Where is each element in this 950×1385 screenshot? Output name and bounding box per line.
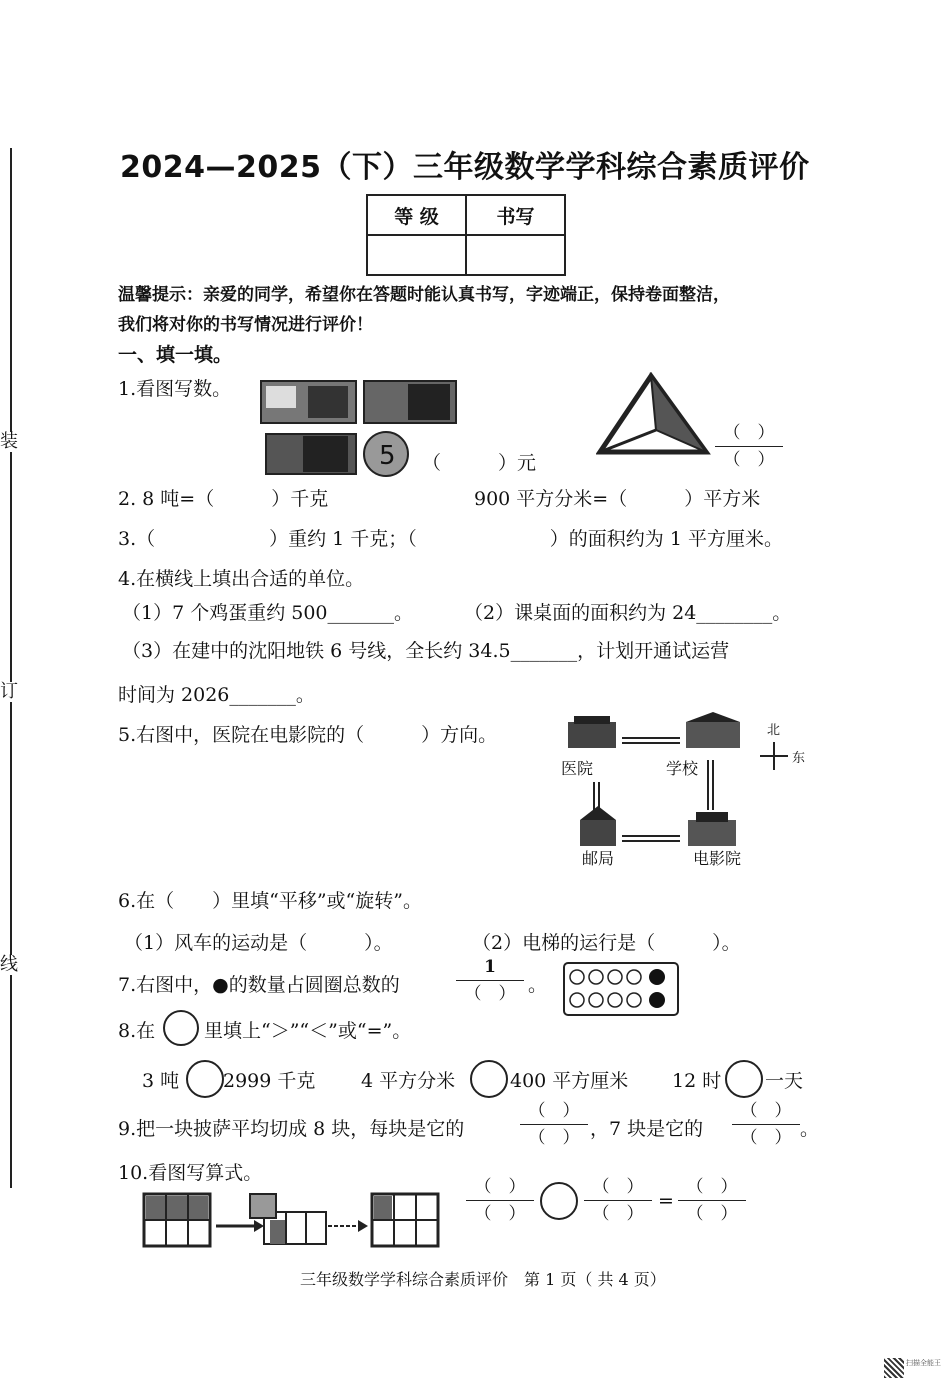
q8-c3b: 一天 [765,1070,804,1092]
cinema-label: 电影院 [693,849,742,868]
q10-label: 10.看图写算式。 [118,1162,263,1184]
q9-a: 9.把一块披萨平均切成 8 块，每块是它的 [118,1118,465,1140]
numerator: （ ） [474,1177,526,1197]
q9-b: ，7 块是它的 [590,1118,704,1140]
tip-line2: 我们将对你的书写情况进行评价！ [118,315,373,335]
cinema-icon [688,812,736,846]
map-diagram [556,712,816,872]
denominator: （ ） [464,984,516,1004]
grade-table [366,194,566,276]
numerator: （ ） [740,1101,792,1121]
q8-c1a: 3 吨 [142,1070,180,1092]
north-label: 北 [767,723,781,738]
binding-line [10,148,12,1188]
q8-c2b: 400 平方厘米 [510,1070,629,1092]
q8-c3a: 12 时 [672,1070,722,1092]
q8-label-b: 里填上“＞”“＜”或“=”。 [204,1020,412,1042]
q8-c2a: 4 平方分米 [361,1070,456,1092]
q4-p1: （1）7 个鸡蛋重约 500_______。 [122,602,414,624]
q4-p2: （2）课桌面的面积约为 24________。 [464,602,792,624]
denominator: （ ） [474,1204,526,1224]
binding-char-zhuang: 装 [0,431,18,452]
grade-cell[interactable] [367,235,466,275]
numerator: （ ） [686,1177,738,1197]
q8-circle-example [163,1010,199,1046]
q2-right: 900 平方分米=（ ）平方米 [474,488,761,510]
q4-label: 4.在横线上填出合适的单位。 [118,568,365,590]
q6-label: 6.在（ ）里填“平移”或“旋转”。 [118,890,422,912]
section-heading: 一、填一填。 [118,344,233,366]
page-title: 2024—2025（下）三年级数学学科综合素质评价 [120,150,810,185]
q4-p3a: （3）在建中的沈阳地铁 6 号线，全长约 34.5_______，计划开通试运营 [122,640,730,662]
post-office-icon [580,806,616,846]
numerator: （ ） [723,423,775,443]
q9-c: 。 [800,1118,820,1140]
q1-fraction[interactable] [715,422,783,471]
q3: 3.（ ）重约 1 千克；（ ）的面积约为 1 平方厘米。 [118,528,783,550]
binding-char-xian: 线 [0,954,18,975]
denominator: （ ） [740,1128,792,1148]
tip-line1: 温馨提示：亲爱的同学，希望你在答题时能认真书写，字迹端正，保持卷面整洁， [118,285,730,305]
denominator: （ ） [723,450,775,470]
q10-fraction-2[interactable] [584,1176,652,1225]
hospital-icon [568,716,616,748]
q7-end: 。 [528,974,548,996]
hospital-label: 医院 [561,759,594,778]
q2-left: 2. 8 吨=（ ）千克 [118,488,329,510]
coin-value: 5 [379,441,396,471]
q6-p1: （1）风车的运动是（ ）。 [124,932,393,954]
fraction-blocks-diagram [142,1192,442,1250]
numerator: 1 [484,957,496,977]
q10-fraction-1[interactable] [466,1176,534,1225]
q4-p3b: 时间为 2026_______。 [118,684,315,706]
denominator: （ ） [528,1128,580,1148]
q10-operator-circle[interactable] [540,1182,578,1220]
q7-text: 7.右图中，●的数量占圆圈总数的 [118,974,400,996]
q9-fraction-1[interactable] [520,1100,588,1149]
numerator: （ ） [528,1101,580,1121]
school-icon [686,712,740,748]
q7-fraction[interactable] [456,956,524,1005]
q8-circle-2[interactable] [470,1060,508,1098]
q8-c1b: 2999 千克 [223,1070,316,1092]
denominator: （ ） [592,1204,644,1224]
qr-code-icon [884,1358,904,1378]
school-label: 学校 [666,759,699,778]
numerator: （ ） [592,1177,644,1197]
writing-header: 书写 [466,195,565,235]
scanner-watermark: 扫描全能王 [906,1359,941,1367]
triangle-figure [596,372,711,457]
denominator: （ ） [686,1204,738,1224]
post-label: 邮局 [582,849,615,868]
grade-header: 等 级 [367,195,466,235]
q10-fraction-3[interactable] [678,1176,746,1225]
east-label: 东 [792,751,806,766]
binding-char-ding: 订 [0,681,18,702]
q1-answer[interactable]: （ ）元 [422,452,537,474]
q8-label-a: 8.在 [118,1020,156,1042]
q1-label: 1.看图写数。 [118,378,232,400]
q10-equals: = [658,1190,674,1212]
q5-text: 5.右图中，医院在电影院的（ ）方向。 [118,724,498,746]
q8-circle-1[interactable] [186,1060,224,1098]
q6-p2: （2）电梯的运行是（ ）。 [472,932,741,954]
page-footer: 三年级数学学科综合素质评价 第 1 页（ 共 4 页） [300,1270,666,1289]
q8-circle-3[interactable] [725,1060,763,1098]
q9-fraction-2[interactable] [732,1100,800,1149]
circles-box [563,962,679,1016]
writing-cell[interactable] [466,235,565,275]
